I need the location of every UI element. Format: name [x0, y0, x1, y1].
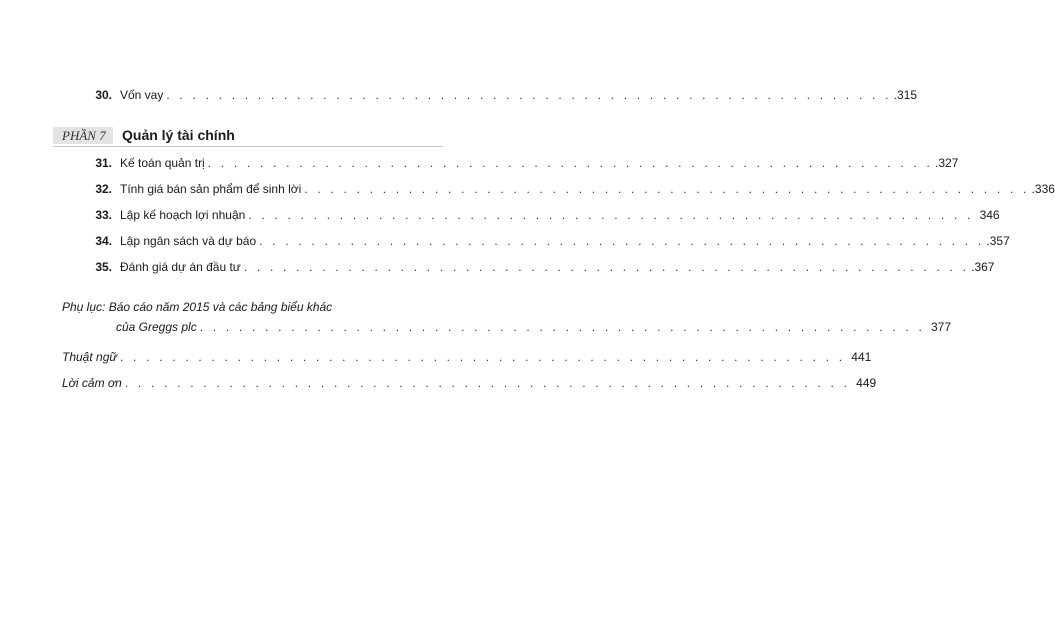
chapter-number: 34.: [95, 234, 112, 248]
toc-acknowledgements[interactable]: [62, 374, 877, 392]
dot-leader: . . . . . . . . . . . . . . . . . . . . . . . . . . . . . . . . . . . . . . . . . . . . . . . . . . . . . . . .: [207, 156, 934, 170]
page-number: .357: [986, 234, 1010, 248]
chapter-title: Vốn vay: [120, 88, 164, 102]
chapter-title: Đánh giá dự án đầu tư: [120, 260, 241, 274]
dot-leader: . . . . . . . . . . . . . . . . . . . . . . . . . . . . . . . . . . . . . . . . . . . . . . . . . . . . . . . .: [199, 320, 925, 334]
chapter-number: 32.: [95, 182, 112, 196]
toc-entry-35[interactable]: [95, 258, 995, 276]
dot-leader: . . . . . . . . . . . . . . . . . . . . . . . . . . . . . . . . . . . . . . . . . . . . . . . . . . . . . . . .: [243, 260, 970, 274]
toc-entry-30[interactable]: [95, 86, 917, 104]
chapter-title: Lập ngân sách và dự báo: [120, 234, 257, 248]
part-title[interactable]: Quản lý tài chính: [122, 127, 235, 143]
page-number: 441: [851, 350, 872, 364]
page-number: 449: [856, 376, 877, 390]
page-number: .327: [935, 156, 959, 170]
toc-entry-34[interactable]: [95, 232, 1010, 250]
acknowledgements-title: Lời cảm ơn: [62, 376, 122, 390]
part-divider: [53, 146, 443, 147]
toc-entry-33[interactable]: [95, 206, 1000, 224]
page-number: .315: [893, 88, 917, 102]
dot-leader: . . . . . . . . . . . . . . . . . . . . . . . . . . . . . . . . . . . . . . . . . . . . . . . . . . . . . . . .: [248, 208, 974, 222]
chapter-number: 33.: [95, 208, 112, 222]
appendix-subtitle: của Greggs plc: [116, 320, 197, 334]
appendix-title: Phụ lục: Báo cáo năm 2015 và các bảng biểu khác: [62, 300, 333, 314]
page-number: 346: [979, 208, 1000, 222]
toc-glossary[interactable]: [62, 348, 872, 366]
toc-appendix-line2[interactable]: [116, 318, 952, 336]
chapter-number: 30.: [95, 88, 112, 102]
dot-leader: . . . . . . . . . . . . . . . . . . . . . . . . . . . . . . . . . . . . . . . . . . . . . . . . . . . . . . . .: [259, 234, 985, 248]
chapter-title: Kế toán quản trị: [120, 156, 205, 170]
chapter-title: Tính giá bán sản phẩm để sinh lời: [120, 182, 302, 196]
glossary-title: Thuật ngữ: [62, 350, 117, 364]
toc-appendix-line1[interactable]: [62, 298, 442, 316]
toc-entry-31[interactable]: [95, 154, 959, 172]
page-number: .367: [971, 260, 995, 274]
dot-leader: . . . . . . . . . . . . . . . . . . . . . . . . . . . . . . . . . . . . . . . . . . . . . . . . . . . . . . . .: [304, 182, 1030, 196]
dot-leader: . . . . . . . . . . . . . . . . . . . . . . . . . . . . . . . . . . . . . . . . . . . . . . . . . . . . . . . .: [166, 88, 892, 102]
page-number: 377: [931, 320, 952, 334]
part-label: PHẦN 7: [62, 128, 106, 143]
chapter-title: Lập kế hoạch lợi nhuận: [120, 208, 246, 222]
dot-leader: . . . . . . . . . . . . . . . . . . . . . . . . . . . . . . . . . . . . . . . . . . . . . . . . . . . . . . . .: [119, 350, 846, 364]
chapter-number: 31.: [95, 156, 112, 170]
toc-entry-32[interactable]: [95, 180, 1055, 198]
dot-leader: . . . . . . . . . . . . . . . . . . . . . . . . . . . . . . . . . . . . . . . . . . . . . . . . . . . . . . . .: [124, 376, 851, 390]
chapter-number: 35.: [95, 260, 112, 274]
page-number: .336: [1031, 182, 1055, 196]
